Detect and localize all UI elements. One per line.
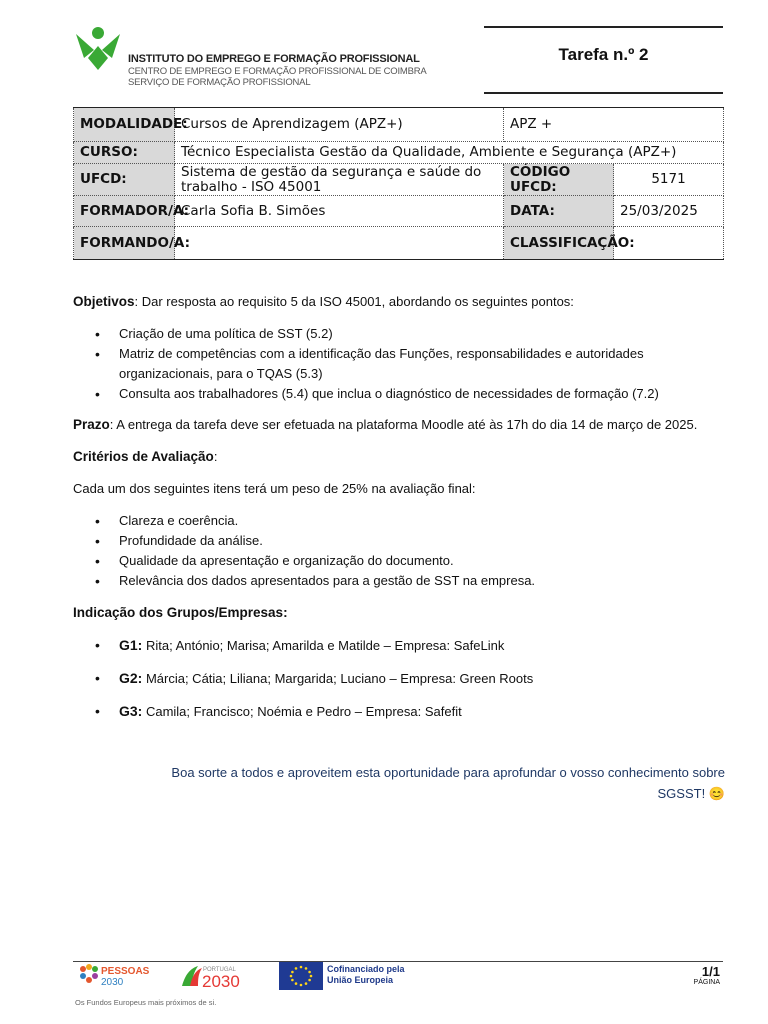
eu-cofinancing-text [327, 964, 405, 986]
group-members: Márcia; Cátia; Liliana; Margarida; Luciano – Empresa: Green Roots [142, 671, 534, 686]
prazo-label: Prazo [73, 417, 110, 432]
codigo-ufcd-value: 5171 [614, 164, 724, 196]
institution-name [128, 53, 427, 88]
group-id: G2: [119, 670, 143, 686]
group-item [73, 701, 725, 722]
page-number-label: PÁGINA [693, 979, 720, 986]
eu-line2: União Europeia [327, 975, 394, 985]
list-item: • Consulta aos trabalhadores (5.4) que inclua o diagnóstico de necessidades de formação (7.2) [73, 384, 725, 404]
group-id: G1: [119, 637, 143, 653]
institution-line3: SERVIÇO DE FORMAÇÃO PROFISSIONAL [128, 77, 311, 88]
group-members: Camila; Francisco; Noémia e Pedro – Empresa: Safefit [142, 704, 462, 719]
curso-label: CURSO: [74, 142, 175, 164]
list-item: • Qualidade da apresentação e organização do documento. [73, 551, 725, 571]
portugal-2030-logo-icon [180, 962, 256, 990]
criterios-intro: Cada um dos seguintes itens terá um peso de 25% na avaliação final: [73, 481, 476, 496]
pessoas-name: PESSOAS [101, 966, 150, 977]
curso-value: Técnico Especialista Gestão da Qualidade, Ambiente e Segurança (APZ+) [175, 142, 724, 164]
course-info-table [73, 107, 724, 260]
criterios-label: Critérios de Avaliação [73, 449, 214, 464]
page-number-value: 1/1 [701, 964, 720, 979]
group-item [73, 635, 725, 656]
closing-message [73, 762, 725, 804]
list-item: • Criação de uma política de SST (5.2) [73, 324, 725, 344]
formando-label: FORMANDO/A: [74, 227, 175, 260]
row-curso [74, 142, 724, 164]
ufcd-value: Sistema de gestão da segurança e saúde do trabalho - ISO 45001 [175, 164, 504, 196]
row-ufcd [74, 164, 724, 196]
prazo-paragraph [73, 415, 725, 435]
footer-tagline: Os Fundos Europeus mais próximos de si. [75, 998, 217, 1007]
formador-value: Carla Sofia B. Simões [175, 196, 504, 227]
modalidade-label: MODALIDADE: [74, 108, 175, 142]
objetivos-label: Objetivos [73, 294, 135, 309]
data-label: DATA: [504, 196, 614, 227]
group-item [73, 668, 725, 689]
group-members: Rita; António; Marisa; Amarilda e Matilde – Empresa: SafeLink [142, 638, 505, 653]
data-value: 25/03/2025 [614, 196, 724, 227]
portugal-label: PORTUGAL [203, 967, 236, 973]
formando-value [175, 227, 504, 260]
institution-line2: CENTRO DE EMPREGO E FORMAÇÃO PROFISSIONAL DE COIMBRA [128, 66, 427, 77]
grupos-heading: Indicação dos Grupos/Empresas: [73, 605, 288, 620]
list-item: • Clareza e coerência. [73, 511, 725, 531]
task-body [73, 292, 725, 804]
eu-line1: Cofinanciado pela [327, 964, 405, 974]
list-item: • Relevância dos dados apresentados para a gestão de SST na empresa. [73, 571, 725, 591]
institution-line1: INSTITUTO DO EMPREGO E FORMAÇÃO PROFISSIONAL [128, 53, 420, 65]
formador-label: FORMADOR/A: [74, 196, 175, 227]
footer-divider [73, 961, 723, 962]
modalidade-value: Cursos de Aprendizagem (APZ+) [175, 108, 504, 142]
eu-flag-icon [279, 962, 323, 990]
closing-line1: Boa sorte a todos e aproveitem esta oportunidade para aprofundar o vosso conhecimento sobre [171, 765, 725, 780]
ufcd-label: UFCD: [74, 164, 175, 196]
criterios-heading [73, 447, 725, 467]
iefp-logo-icon [72, 26, 124, 70]
task-title-box [484, 26, 723, 94]
pessoas-2030-logo-icon [76, 962, 162, 990]
grupos-list [73, 635, 725, 722]
portugal-year: 2030 [202, 972, 240, 990]
task-title: Tarefa n.º 2 [558, 45, 649, 64]
pessoas-year: 2030 [101, 977, 124, 988]
modalidade-code: APZ + [504, 108, 724, 142]
objetivos-paragraph [73, 292, 725, 312]
row-formador [74, 196, 724, 227]
page-number [680, 965, 720, 987]
list-item: • Matriz de competências com a identificação das Funções, responsabilidades e autoridades organizacionais, para o TQAS (5.3) [73, 344, 725, 384]
classificacao-label: CLASSIFICAÇÃO: [504, 227, 614, 260]
row-modalidade [74, 108, 724, 142]
criterios-list [73, 511, 725, 591]
list-item: • Profundidade da análise. [73, 531, 725, 551]
group-id: G3: [119, 703, 143, 719]
criterios-colon: : [213, 449, 218, 464]
objetivos-text: : Dar resposta ao requisito 5 da ISO 45001, abordando os seguintes pontos: [134, 294, 574, 309]
row-formando [74, 227, 724, 260]
codigo-ufcd-label: CÓDIGO UFCD: [504, 164, 614, 196]
closing-line2: SGSST! 😊 [657, 786, 725, 801]
objetivos-list [73, 324, 725, 404]
prazo-text: : A entrega da tarefa deve ser efetuada na plataforma Moodle até às 17h do dia 14 de março de 2025. [109, 417, 698, 432]
